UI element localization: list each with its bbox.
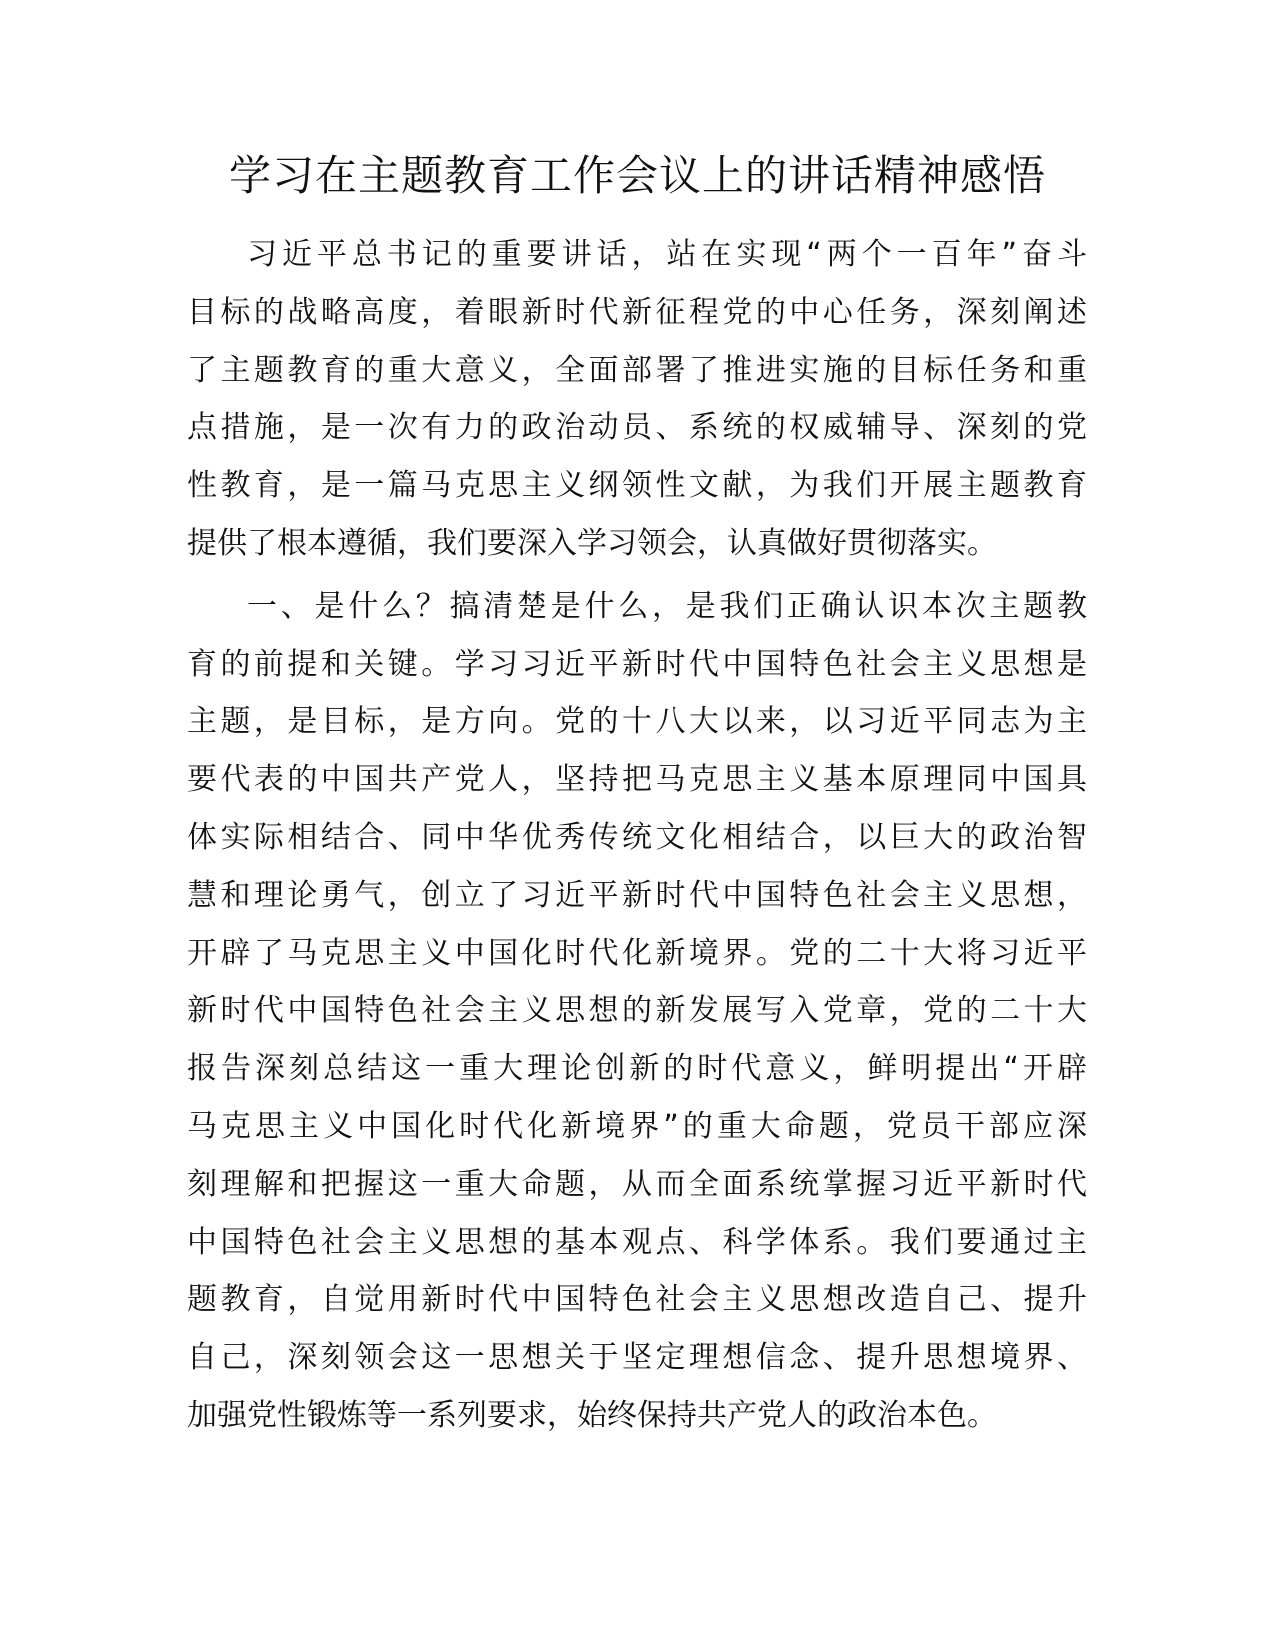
document-body	[187, 226, 1087, 1450]
text-line: 慧和理论勇气，创立了习近平新时代中国特色社会主义思想，	[187, 877, 1087, 913]
text-line: 题教育，自觉用新时代中国特色社会主义思想改造自己、提升	[187, 1282, 1087, 1318]
document-title: 学习在主题教育工作会议上的讲话精神感悟	[228, 151, 1046, 200]
text-line: 提供了根本遵循，我们要深入学习领会，认真做好贯彻落实。	[187, 525, 997, 561]
text-line: 中国特色社会主义思想的基本观点、科学体系。我们要通过主	[187, 1224, 1087, 1260]
text-line: 点措施，是一次有力的政治动员、系统的权威辅导、深刻的党	[187, 410, 1087, 446]
text-line: 刻理解和把握这一重大命题，从而全面系统掌握习近平新时代	[187, 1166, 1087, 1202]
text-line: 体实际相结合、同中华优秀传统文化相结合，以巨大的政治智	[187, 819, 1087, 855]
text-line: 要代表的中国共产党人，坚持把马克思主义基本原理同中国具	[187, 762, 1087, 798]
text-line: 目标的战略高度，着眼新时代新征程党的中心任务，深刻阐述	[187, 294, 1087, 330]
paragraph-intro	[187, 226, 1087, 573]
text-line: 了主题教育的重大意义，全面部署了推进实施的目标任务和重	[187, 352, 1087, 388]
text-line: 报告深刻总结这一重大理论创新的时代意义，鲜明提出“开辟	[187, 1051, 1087, 1087]
text-line: 习近平总书记的重要讲话，站在实现“两个一百年”奋斗	[247, 237, 1087, 272]
text-line: 加强党性锻炼等一系列要求，始终保持共产党人的政治本色。	[187, 1397, 997, 1433]
text-line: 育的前提和关键。学习习近平新时代中国特色社会主义思想是	[187, 646, 1087, 682]
paragraph-section-one	[187, 578, 1087, 1445]
text-line: 一、是什么？搞清楚是什么，是我们正确认识本次主题教	[247, 588, 1087, 624]
text-line: 新时代中国特色社会主义思想的新发展写入党章，党的二十大	[187, 993, 1087, 1029]
text-line: 开辟了马克思主义中国化时代化新境界。党的二十大将习近平	[187, 935, 1087, 971]
text-line: 马克思主义中国化时代化新境界”的重大命题，党员干部应深	[187, 1108, 1087, 1144]
text-line: 自己，深刻领会这一思想关于坚定理想信念、提升思想境界、	[187, 1340, 1087, 1376]
text-line: 主题，是目标，是方向。党的十八大以来，以习近平同志为主	[187, 704, 1087, 740]
text-line: 性教育，是一篇马克思主义纲领性文献，为我们开展主题教育	[187, 468, 1087, 504]
